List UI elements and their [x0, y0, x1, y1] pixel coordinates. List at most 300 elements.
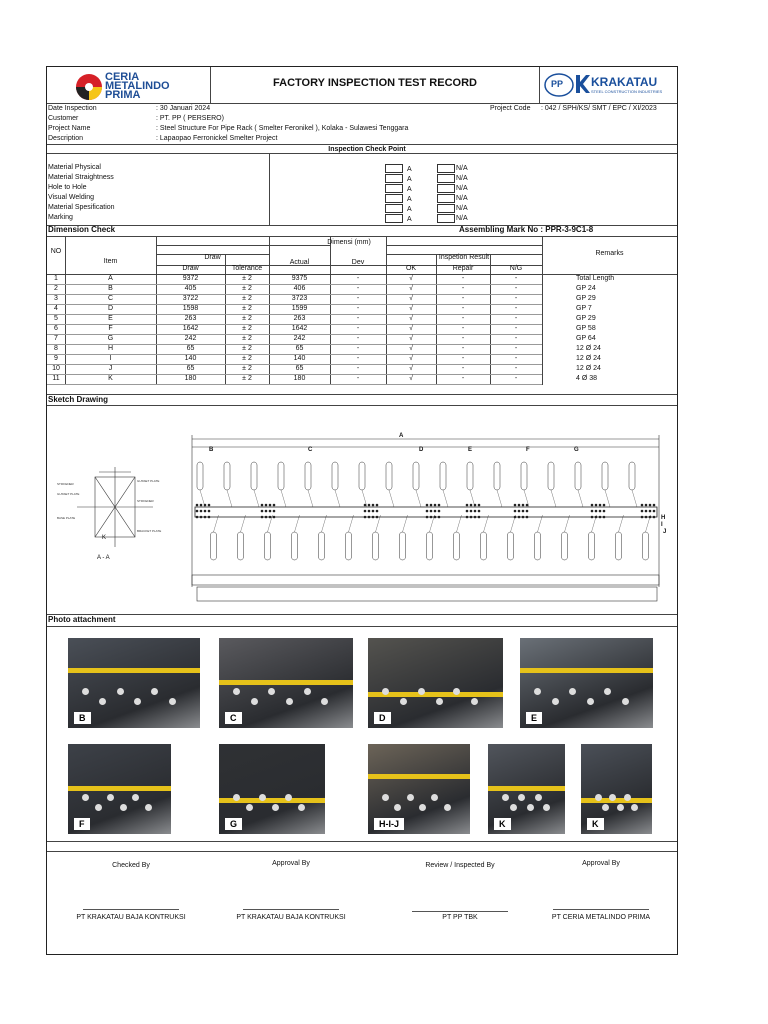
cell-ok: √	[409, 275, 413, 282]
cell-actual: 263	[293, 315, 306, 322]
cell-actual: 9375	[291, 275, 308, 282]
table-row	[47, 364, 677, 374]
bolt-hole	[527, 804, 534, 811]
cell-item: K	[108, 375, 113, 382]
bolt-hole	[453, 688, 460, 695]
table-row	[47, 294, 677, 304]
bolt-hole	[82, 688, 89, 695]
dim-col-ng: N/G	[509, 265, 523, 272]
bolt-hole	[471, 698, 478, 705]
cell-item: D	[107, 305, 114, 312]
cell-no: 10	[52, 365, 60, 372]
dim-col-result: Inspetion Result	[438, 254, 490, 261]
cell-item: E	[108, 315, 113, 322]
sketch-marker-k-small: K	[102, 535, 107, 541]
section-label: A - A	[97, 555, 110, 561]
signature-line	[83, 909, 179, 910]
signature-company: PT CERIA METALINDO PRIMA	[551, 914, 651, 921]
measuring-tape	[488, 786, 565, 791]
cell-no: 7	[54, 335, 58, 342]
checkbox-na[interactable]	[437, 184, 455, 193]
cell-item: H	[107, 345, 114, 352]
checkbox-na-label: N/A	[456, 205, 468, 212]
bolt-hole	[298, 804, 305, 811]
svg-text:BRACKET PLATE: BRACKET PLATE	[137, 529, 162, 533]
cell-remarks: GP 29	[576, 295, 596, 302]
attachment-photo[interactable]	[368, 638, 503, 728]
cell-repair: -	[461, 305, 465, 312]
cell-dev: -	[356, 275, 360, 282]
measuring-tape	[68, 668, 200, 673]
cell-remarks: 4 Ø 38	[576, 375, 598, 382]
photo-label: H-I-J	[374, 818, 404, 830]
bolt-hole	[518, 794, 525, 801]
photo-label: E	[526, 712, 542, 724]
cell-item: F	[108, 325, 113, 332]
checkpoint-heading: Inspection Check Point	[328, 146, 406, 153]
sketch-marker-d: D	[419, 447, 424, 453]
bolt-hole	[418, 688, 425, 695]
sketch-marker-h: H	[661, 515, 666, 521]
bolt-hole	[304, 688, 311, 695]
cell-ok: √	[409, 335, 413, 342]
cell-draw: 9372	[182, 275, 199, 282]
checkbox-a[interactable]	[385, 204, 403, 213]
dim-col-no: NO	[50, 248, 62, 255]
bolt-hole	[587, 698, 594, 705]
cell-remarks: GP 58	[576, 325, 596, 332]
cell-ng: -	[514, 335, 518, 342]
cell-tol: ± 2	[242, 345, 252, 352]
sketch-marker-j: J	[663, 529, 667, 535]
dim-col-remarks: Remarks	[595, 250, 624, 257]
table-row	[47, 354, 677, 364]
cell-tol: ± 2	[242, 285, 252, 292]
cell-remarks: GP 7	[576, 305, 592, 312]
attachment-photo[interactable]	[219, 744, 325, 834]
cell-ok: √	[409, 285, 413, 292]
signature-company: PT KRAKATAU BAJA KONTRUKSI	[76, 914, 186, 921]
bolt-hole	[134, 698, 141, 705]
cell-no: 11	[52, 375, 60, 382]
signature-line	[243, 909, 339, 910]
cell-draw: 140	[184, 355, 197, 362]
sketch-heading: Sketch Drawing	[48, 395, 109, 404]
bolt-hole	[382, 794, 389, 801]
bolt-hole	[436, 698, 443, 705]
cell-draw: 263	[184, 315, 197, 322]
bolt-hole	[169, 698, 176, 705]
checkbox-na-label: N/A	[456, 215, 468, 222]
cell-actual: 1599	[291, 305, 308, 312]
signature-company: PT KRAKATAU BAJA KONTRUKSI	[236, 914, 346, 921]
ceria-logo-icon	[75, 73, 103, 101]
cell-ng: -	[514, 365, 518, 372]
bolt-hole	[534, 688, 541, 695]
bolt-hole	[569, 688, 576, 695]
cell-actual: 1642	[291, 325, 308, 332]
cell-no: 9	[54, 355, 58, 362]
bolt-hole	[268, 688, 275, 695]
cell-ng: -	[514, 375, 518, 382]
bolt-hole	[624, 794, 631, 801]
sketch-marker-e: E	[468, 447, 473, 453]
cell-remarks: 12 Ø 24	[576, 365, 601, 372]
checkbox-na-label: N/A	[456, 195, 468, 202]
cell-remarks: GP 24	[576, 285, 596, 292]
cell-repair: -	[461, 365, 465, 372]
cell-tol: ± 2	[242, 275, 252, 282]
bolt-hole	[145, 804, 152, 811]
sketch-marker-i: I	[661, 522, 663, 528]
checkbox-a-label: A	[407, 196, 412, 203]
sketch-marker-c: C	[308, 447, 313, 453]
cell-no: 8	[54, 345, 58, 352]
cell-ng: -	[514, 305, 518, 312]
checkbox-a[interactable]	[385, 194, 403, 203]
checkpoint-label: Material Physical	[48, 164, 101, 171]
cell-item: G	[107, 335, 114, 342]
cell-dev: -	[356, 305, 360, 312]
bolt-hole	[595, 794, 602, 801]
svg-text:GUSSET PLATE: GUSSET PLATE	[137, 479, 160, 483]
signature-line	[412, 911, 508, 912]
cell-actual: 242	[293, 335, 306, 342]
checkbox-na-label: N/A	[456, 175, 468, 182]
svg-text:STIFFENER: STIFFENER	[57, 482, 74, 486]
sketch-marker-g: G	[574, 447, 579, 453]
krakatau-k-icon	[576, 75, 590, 93]
measuring-tape	[368, 774, 470, 779]
table-row	[47, 314, 677, 324]
cell-draw: 180	[184, 375, 197, 382]
table-row	[47, 304, 677, 314]
cell-repair: -	[461, 375, 465, 382]
measuring-tape	[68, 786, 171, 791]
bolt-hole	[631, 804, 638, 811]
pp-krakatau-logo	[544, 71, 674, 99]
description-label: Description	[48, 135, 84, 142]
checkpoint-label: Material Straightness	[48, 174, 114, 181]
measuring-tape	[219, 680, 353, 685]
cell-draw: 242	[184, 335, 197, 342]
cell-ng: -	[514, 315, 518, 322]
bolt-hole	[510, 804, 517, 811]
cell-remarks: Total Length	[576, 275, 615, 282]
bolt-hole	[82, 794, 89, 801]
checkbox-na[interactable]	[437, 164, 455, 173]
sketch-marker-a: A	[399, 433, 404, 439]
cell-ok: √	[409, 325, 413, 332]
checkbox-a[interactable]	[385, 184, 403, 193]
photo-heading: Photo attachment	[48, 615, 116, 624]
description-value: : Lapaopao Ferronickel Smelter Project	[156, 135, 278, 142]
checkbox-a[interactable]	[385, 174, 403, 183]
checkbox-a-label: A	[407, 216, 412, 223]
table-row	[47, 284, 677, 294]
cell-dev: -	[356, 315, 360, 322]
inspection-sheet	[46, 66, 678, 955]
checkbox-na[interactable]	[437, 174, 455, 183]
cell-tol: ± 2	[242, 375, 252, 382]
cell-draw: 65	[186, 345, 195, 352]
bolt-hole	[272, 804, 279, 811]
cell-item: B	[108, 285, 113, 292]
cell-remarks: 12 Ø 24	[576, 345, 601, 352]
photo-label: F	[74, 818, 90, 830]
bolt-hole	[622, 698, 629, 705]
bolt-hole	[99, 698, 106, 705]
customer-value: : PT. PP ( PERSERO)	[156, 115, 224, 122]
dimension-heading: Dimension Check	[48, 225, 116, 234]
cell-draw: 65	[186, 365, 195, 372]
cell-repair: -	[461, 315, 465, 322]
checkbox-a-label: A	[407, 176, 412, 183]
sketch-marker-b: B	[209, 447, 214, 453]
measuring-tape	[520, 668, 653, 673]
cell-no: 5	[54, 315, 58, 322]
bolt-hole	[604, 688, 611, 695]
cell-tol: ± 2	[242, 355, 252, 362]
bolt-hole	[407, 794, 414, 801]
bolt-hole	[431, 794, 438, 801]
bolt-hole	[95, 804, 102, 811]
cell-dev: -	[356, 375, 360, 382]
signature-role: Approval By	[582, 860, 620, 867]
bolt-hole	[251, 698, 258, 705]
cell-draw: 1598	[182, 305, 199, 312]
project-code-value: : 042 / SPH/KS/ SMT / EPC / XI/2023	[541, 105, 657, 112]
cell-ok: √	[409, 315, 413, 322]
table-row	[47, 374, 677, 384]
measuring-tape	[581, 798, 652, 803]
bolt-hole	[286, 698, 293, 705]
cell-tol: ± 2	[242, 335, 252, 342]
cell-ng: -	[514, 325, 518, 332]
signature-company: PT PP TBK	[442, 914, 478, 921]
project-code-label: Project Code	[490, 105, 531, 112]
bolt-hole	[321, 698, 328, 705]
cell-ng: -	[514, 285, 518, 292]
bolt-hole	[444, 804, 451, 811]
bolt-hole	[535, 794, 542, 801]
checkbox-a[interactable]	[385, 214, 403, 223]
cell-repair: -	[461, 345, 465, 352]
date-value: : 30 Januari 2024	[156, 105, 211, 112]
cell-remarks: 12 Ø 24	[576, 355, 601, 362]
cell-ng: -	[514, 345, 518, 352]
dim-col-draw: Draw	[182, 265, 199, 272]
cell-tol: ± 2	[242, 315, 252, 322]
table-row	[47, 274, 677, 284]
sketch-drawing	[47, 407, 677, 612]
checkpoint-label: Hole to Hole	[48, 184, 87, 191]
cell-actual: 3723	[291, 295, 308, 302]
dim-col-dimensi: Dimensi (mm)	[327, 239, 371, 246]
date-label: Date Inspection	[48, 105, 97, 112]
cell-draw: 405	[184, 285, 197, 292]
svg-text:GUSSET PLATE: GUSSET PLATE	[57, 492, 80, 496]
cell-actual: 406	[293, 285, 306, 292]
cell-repair: -	[461, 295, 465, 302]
signature-line	[553, 909, 649, 910]
bolt-hole	[233, 794, 240, 801]
table-row	[47, 334, 677, 344]
cell-no: 3	[54, 295, 58, 302]
cell-remarks: GP 29	[576, 315, 596, 322]
photo-label: K	[587, 818, 604, 830]
cell-item: J	[108, 365, 113, 372]
attachment-photo[interactable]	[368, 744, 470, 834]
signature-role: Approval By	[272, 860, 310, 867]
cell-actual: 180	[293, 375, 306, 382]
cell-tol: ± 2	[242, 325, 252, 332]
sketch-marker-f: F	[526, 447, 530, 453]
assembling-mark: Assembling Mark No : PPR-3-9C1-8	[459, 225, 594, 234]
pp-logo-text: PP	[551, 79, 564, 89]
cell-tol: ± 2	[242, 295, 252, 302]
cell-dev: -	[356, 335, 360, 342]
cell-ok: √	[409, 345, 413, 352]
cell-dev: -	[356, 345, 360, 352]
bolt-hole	[382, 688, 389, 695]
svg-text:STIFFENER: STIFFENER	[137, 499, 154, 503]
checkpoint-label: Material Spesification	[48, 204, 115, 211]
dim-col-item: Item	[103, 258, 118, 265]
attachment-photo[interactable]	[68, 638, 200, 728]
bolt-hole	[233, 688, 240, 695]
checkbox-a-label: A	[407, 186, 412, 193]
photo-label: K	[494, 818, 511, 830]
cell-ok: √	[409, 375, 413, 382]
cell-repair: -	[461, 285, 465, 292]
cell-actual: 140	[293, 355, 306, 362]
cell-remarks: GP 64	[576, 335, 596, 342]
cell-item: C	[107, 295, 114, 302]
bolt-hole	[259, 794, 266, 801]
bolt-hole	[502, 794, 509, 801]
bolt-hole	[419, 804, 426, 811]
attachment-photo[interactable]	[488, 744, 565, 834]
project-name-label: Project Name	[48, 125, 91, 132]
signature-role: Checked By	[112, 862, 150, 869]
bolt-hole	[120, 804, 127, 811]
checkbox-na[interactable]	[437, 194, 455, 203]
cell-ng: -	[514, 295, 518, 302]
checkbox-a[interactable]	[385, 164, 403, 173]
checkbox-na-label: N/A	[456, 165, 468, 172]
dim-col-ok: OK	[405, 265, 417, 272]
cell-dev: -	[356, 355, 360, 362]
cell-ok: √	[409, 305, 413, 312]
bolt-hole	[552, 698, 559, 705]
bolt-hole	[107, 794, 114, 801]
table-row	[47, 344, 677, 354]
bolt-hole	[285, 794, 292, 801]
cell-draw: 1642	[182, 325, 199, 332]
signature-role: Review / Inspected By	[425, 862, 495, 869]
cell-dev: -	[356, 365, 360, 372]
photo-label: D	[374, 712, 391, 724]
checkpoint-label: Visual Welding	[48, 194, 95, 201]
photo-label: C	[225, 712, 242, 724]
dim-col-dev: Dev	[351, 259, 365, 266]
cell-ok: √	[409, 355, 413, 362]
cell-dev: -	[356, 295, 360, 302]
cell-dev: -	[356, 285, 360, 292]
bolt-hole	[246, 804, 253, 811]
project-name-value: : Steel Structure For Pipe Rack ( Smelter Feronikel ), Kolaka - Sulawesi Tenggara	[156, 125, 409, 132]
cell-ok: √	[409, 365, 413, 372]
bolt-hole	[543, 804, 550, 811]
bolt-hole	[609, 794, 616, 801]
svg-text:BASE PLATE: BASE PLATE	[57, 516, 76, 520]
cell-tol: ± 2	[242, 305, 252, 312]
attachment-photo[interactable]	[68, 744, 171, 834]
checkbox-na[interactable]	[437, 214, 455, 223]
krakatau-name: KRAKATAU	[591, 75, 658, 89]
customer-label: Customer	[48, 115, 79, 122]
cell-dev: -	[356, 325, 360, 332]
photo-label: G	[225, 818, 242, 830]
cell-no: 6	[54, 325, 58, 332]
ceria-logo-line1: CERIA	[105, 71, 140, 83]
photo-label: B	[74, 712, 91, 724]
cell-ok: √	[409, 295, 413, 302]
cell-item: I	[109, 355, 112, 362]
attachment-photo[interactable]	[219, 638, 353, 728]
checkbox-a-label: A	[407, 206, 412, 213]
cell-tol: ± 2	[242, 365, 252, 372]
table-row	[47, 324, 677, 334]
ceria-logo-line3: PRIMA	[105, 89, 141, 101]
dim-col-draw-group: Draw	[204, 254, 221, 261]
bolt-hole	[400, 698, 407, 705]
attachment-photo[interactable]	[520, 638, 653, 728]
cell-repair: -	[461, 275, 465, 282]
dim-col-repair: Repair	[452, 265, 474, 272]
cell-ng: -	[514, 355, 518, 362]
cell-repair: -	[461, 335, 465, 342]
cell-repair: -	[461, 355, 465, 362]
cell-draw: 3722	[182, 295, 199, 302]
ceria-logo	[75, 73, 205, 103]
bolt-hole	[151, 688, 158, 695]
cell-ng: -	[514, 275, 518, 282]
bolt-hole	[617, 804, 624, 811]
dim-col-tolerance: Tolerance	[231, 265, 263, 272]
cell-actual: 65	[295, 345, 304, 352]
cell-actual: 65	[295, 365, 304, 372]
checkbox-na[interactable]	[437, 204, 455, 213]
dim-col-actual: Actual	[289, 259, 310, 266]
checkbox-na-label: N/A	[456, 185, 468, 192]
krakatau-sub: STEEL CONSTRUCTION INDUSTRIES	[591, 89, 663, 94]
page-title: FACTORY INSPECTION TEST RECORD	[273, 77, 477, 89]
cell-no: 4	[54, 305, 58, 312]
bolt-hole	[132, 794, 139, 801]
cell-item: A	[108, 275, 113, 282]
cell-no: 1	[54, 275, 58, 282]
cell-repair: -	[461, 325, 465, 332]
cell-no: 2	[54, 285, 58, 292]
ceria-logo-line2: METALINDO	[105, 80, 170, 92]
checkbox-a-label: A	[407, 166, 412, 173]
bolt-hole	[117, 688, 124, 695]
bolt-hole	[394, 804, 401, 811]
attachment-photo[interactable]	[581, 744, 652, 834]
checkpoint-label: Marking	[48, 214, 73, 221]
